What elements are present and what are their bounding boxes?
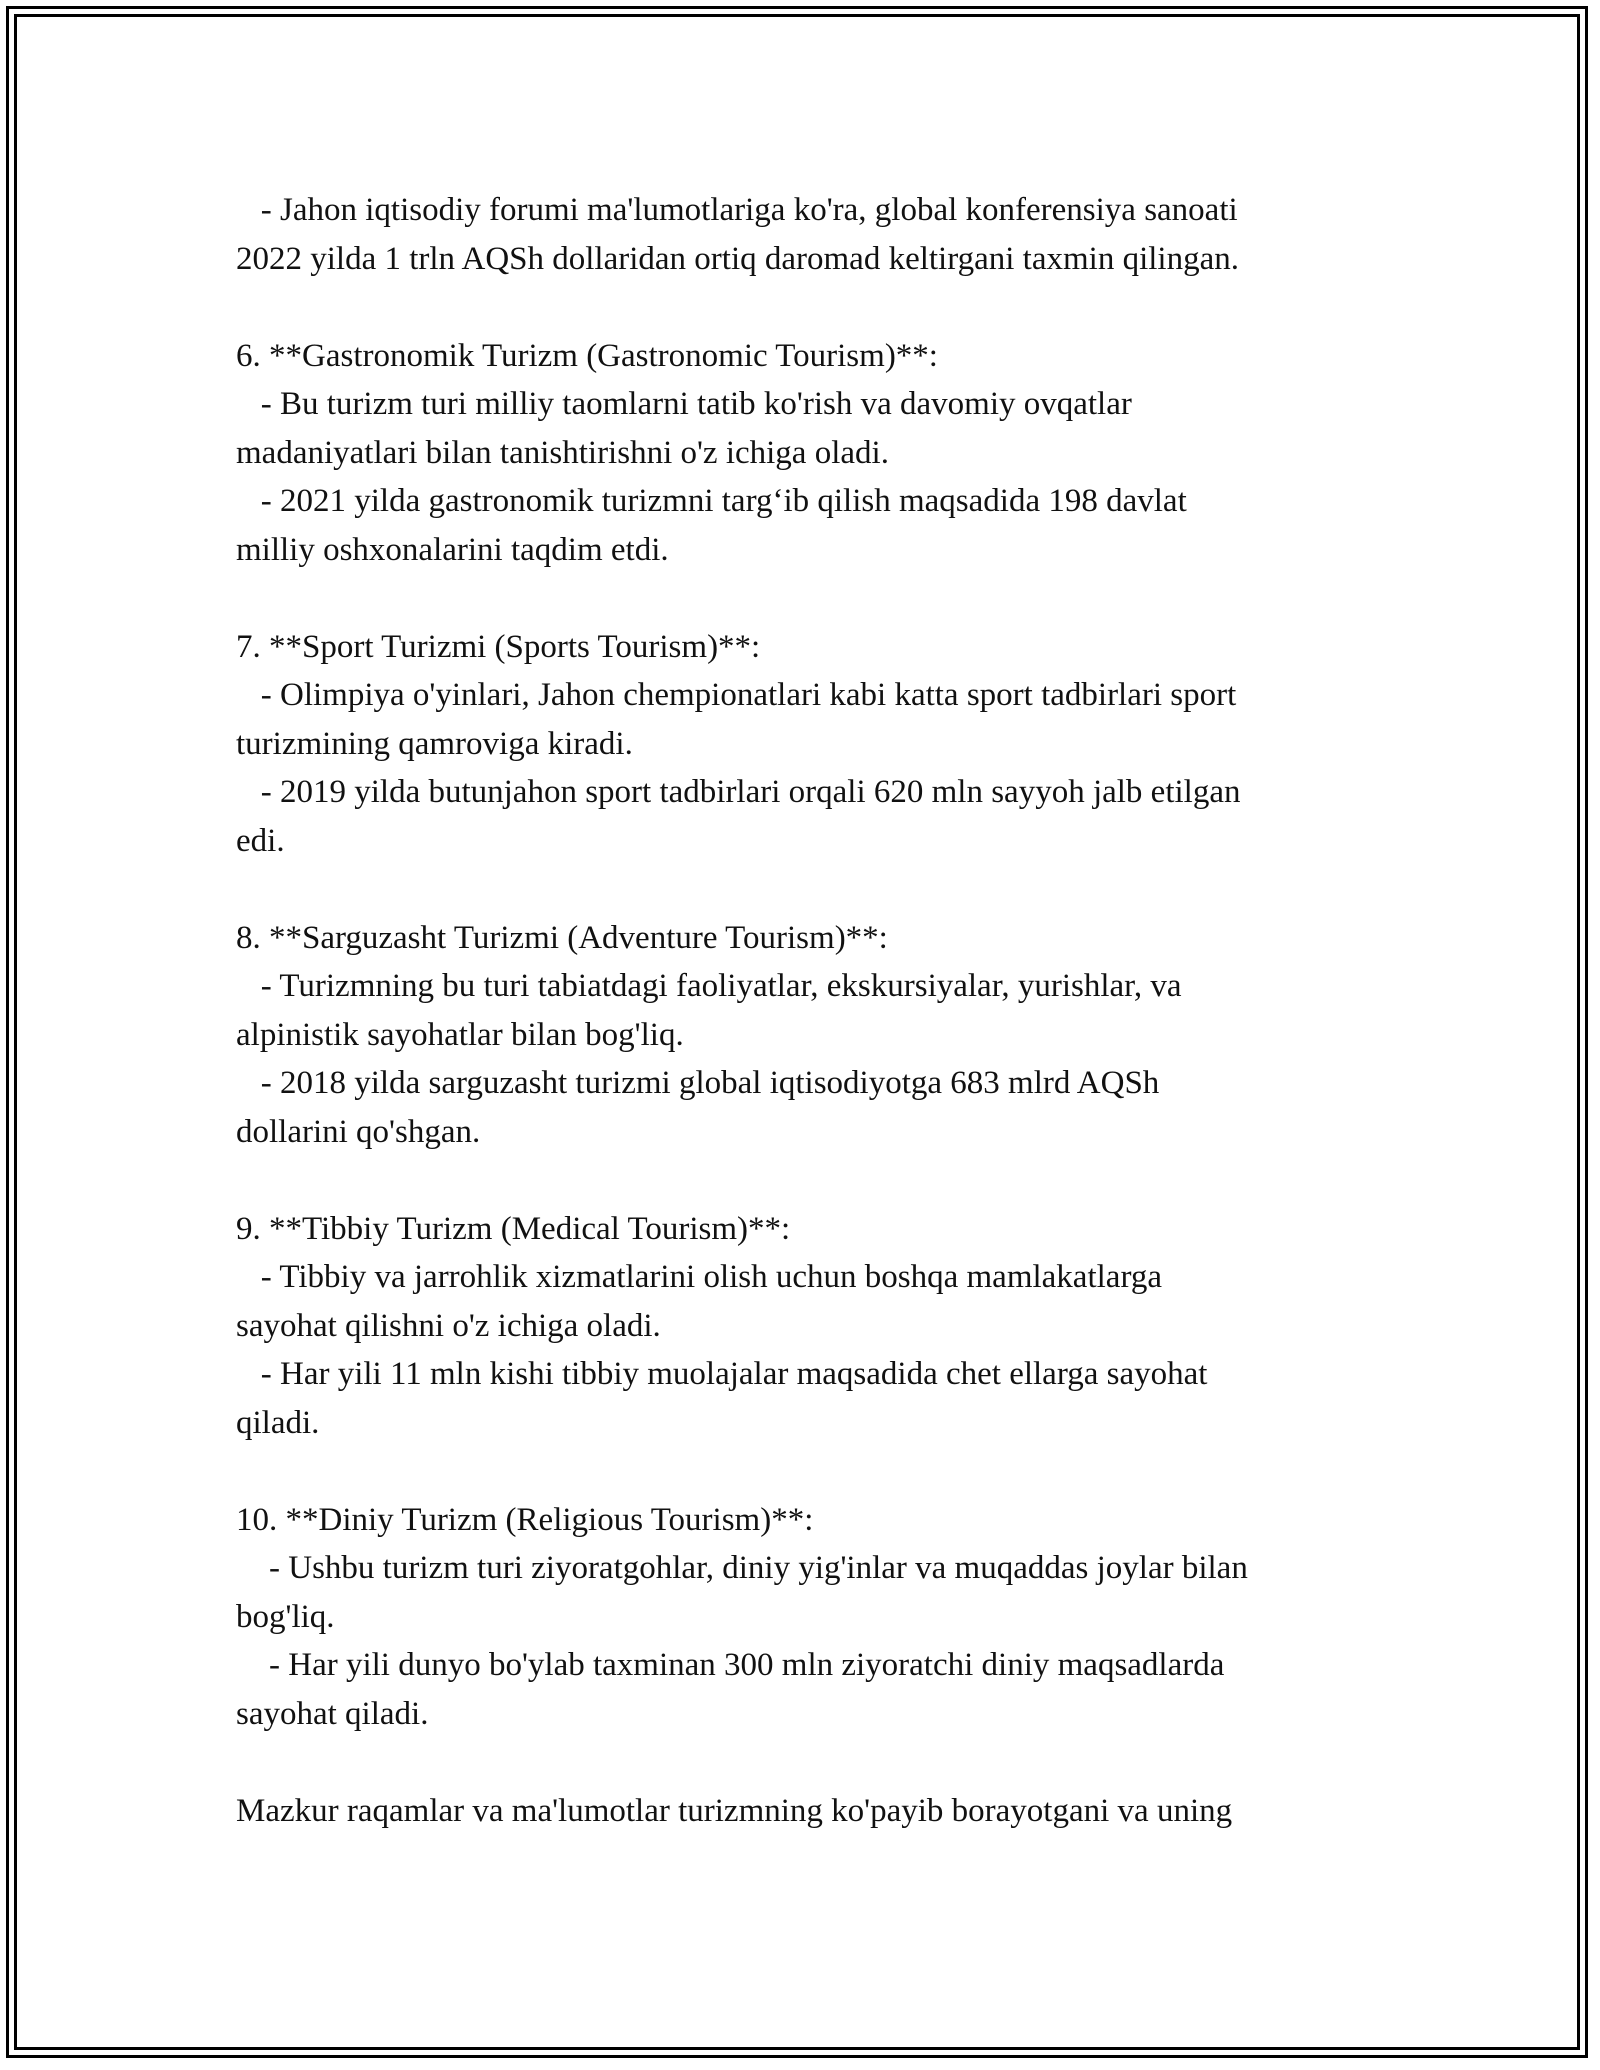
text-line: Mazkur raqamlar va ma'lumotlar turizmning ko'payib borayotgani va uning <box>236 1792 1233 1829</box>
text-line: sayohat qilishni o'z ichiga oladi. <box>236 1307 661 1344</box>
section-heading: 6. **Gastronomik Turizm (Gastronomic Tourism)**: <box>236 337 938 374</box>
text-line: - Har yili 11 mln kishi tibbiy muolajalar maqsadida chet ellarga sayohat <box>236 1356 1208 1392</box>
section-heading: 8. **Sarguzasht Turizmi (Adventure Tourism)**: <box>236 919 888 956</box>
text-line: - 2021 yilda gastronomik turizmni targ‘ib qilish maqsadida 198 davlat <box>236 483 1187 519</box>
text-line: 2022 yilda 1 trln AQSh dollaridan ortiq daromad keltirgani taxmin qilingan. <box>236 240 1239 277</box>
blank-line <box>236 1156 1386 1205</box>
text-line: milliy oshxonalarini taqdim etdi. <box>236 531 669 568</box>
text-line: - Tibbiy va jarrohlik xizmatlarini olish uchun boshqa mamlakatlarga <box>236 1259 1162 1295</box>
text-line: turizmining qamroviga kiradi. <box>236 725 633 762</box>
section-heading: 7. **Sport Turizmi (Sports Tourism)**: <box>236 628 761 665</box>
blank-line <box>236 1447 1386 1496</box>
blank-line <box>236 1738 1386 1787</box>
text-line: alpinistik sayohatlar bilan bog'liq. <box>236 1016 684 1053</box>
blank-line <box>236 283 1386 332</box>
text-line: - Jahon iqtisodiy forumi ma'lumotlariga ko'ra, global konferensiya sanoati <box>236 192 1238 228</box>
section-heading: 10. **Diniy Turizm (Religious Tourism)**: <box>236 1501 814 1538</box>
text-line: - Turizmning bu turi tabiatdagi faoliyatlar, ekskursiyalar, yurishlar, va <box>236 968 1182 1004</box>
text-line: madaniyatlari bilan tanishtirishni o'z ichiga oladi. <box>236 434 889 471</box>
text-line: dollarini qo'shgan. <box>236 1113 481 1150</box>
text-line: - Bu turizm turi milliy taomlarni tatib ko'rish va davomiy ovqatlar <box>236 386 1132 422</box>
text-line: - 2018 yilda sarguzasht turizmi global iqtisodiyotga 683 mlrd AQSh <box>236 1065 1160 1101</box>
text-line: - 2019 yilda butunjahon sport tadbirlari orqali 620 mln sayyoh jalb etilgan <box>236 774 1241 810</box>
text-line: sayohat qiladi. <box>236 1695 429 1732</box>
text-line: edi. <box>236 822 285 859</box>
text-line: - Olimpiya o'yinlari, Jahon chempionatlari kabi katta sport tadbirlari sport <box>236 677 1237 713</box>
blank-line <box>236 865 1386 914</box>
text-line: - Har yili dunyo bo'ylab taxminan 300 mln ziyoratchi diniy maqsadlarda <box>236 1647 1225 1683</box>
text-line: - Ushbu turizm turi ziyoratgohlar, diniy yig'inlar va muqaddas joylar bilan <box>236 1550 1248 1586</box>
blank-line <box>236 574 1386 623</box>
section-heading: 9. **Tibbiy Turizm (Medical Tourism)**: <box>236 1210 791 1247</box>
text-line: qiladi. <box>236 1404 320 1441</box>
document-body <box>236 186 1386 1835</box>
text-line: bog'liq. <box>236 1598 335 1635</box>
